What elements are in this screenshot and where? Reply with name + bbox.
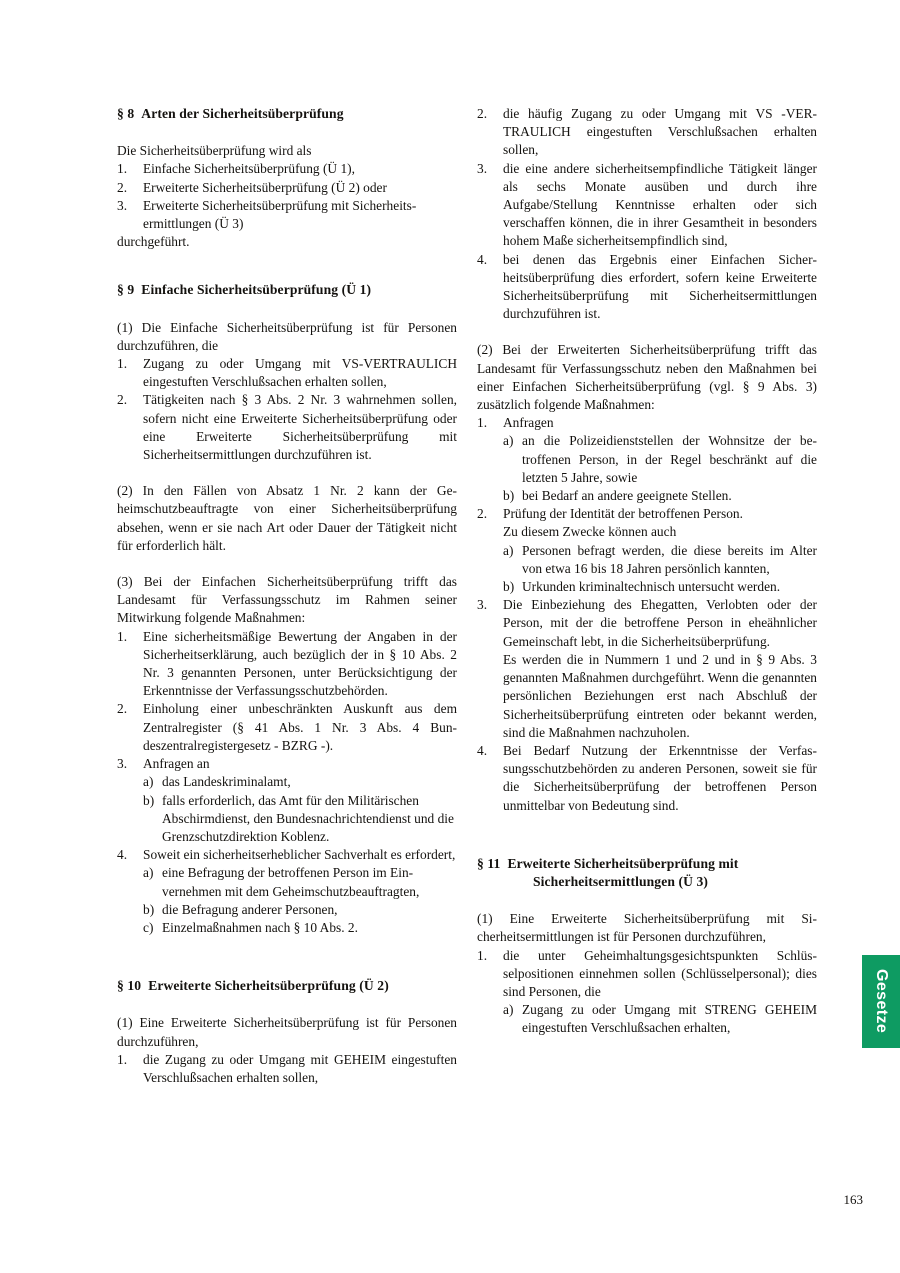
list-text: Erweiterte Sicherheitsüberprüfung mit Sicherheitsermittlungen (Ü 3) — [143, 197, 417, 232]
list-marker: 1. — [477, 947, 488, 963]
list-item — [477, 414, 817, 505]
list-text: die unter Geheimhaltungsgesichtspunkten Schlüsselpositionen einnehmen sollen (Schlüsselpersonal); dies sind Personen, die — [503, 947, 817, 999]
section-10-para-2-list — [477, 414, 817, 814]
list-marker: 3. — [477, 597, 488, 613]
sub-list-marker: a) — [143, 865, 154, 881]
section-heading-9 — [117, 281, 457, 299]
list-item — [117, 755, 457, 846]
list-item — [117, 197, 457, 233]
spacer — [117, 464, 457, 482]
sub-list-text: Personen befragt werden, die diese bereits im Alter von etwa 16 bis 18 Jahren persönlich kannten, — [522, 542, 817, 576]
section-11-para-1-lead: (1) Eine Erweiterte Sicherheitsüberprüfung mit Sicherheitsermittlungen ist für Personen durchzuführen, — [477, 911, 817, 945]
sub-list — [503, 542, 817, 597]
section-10-continued-list — [477, 105, 817, 323]
list-item — [117, 179, 457, 197]
list-marker: 3. — [477, 160, 488, 176]
sub-list-marker: b) — [503, 488, 515, 504]
list-text: Prüfung der Identität der betroffenen Person. — [503, 506, 743, 522]
sub-list-item — [143, 919, 457, 937]
list-text: Anfragen an — [143, 756, 210, 772]
section-title: Erweiterte Sicherheitsüberprüfung (Ü 2) — [148, 978, 389, 994]
list-marker: 2. — [117, 701, 128, 717]
section-8-closing: durchgeführt. — [117, 234, 190, 250]
sub-list-item — [503, 487, 817, 505]
sub-list-marker: a) — [503, 1002, 514, 1018]
list-text: Einholung einer unbeschränkten Auskunft aus dem Zentralregister (§ 41 Abs. 1 Nr. 3 Abs. 4 Bundeszentralregistergesetz - BZRG -). — [143, 701, 457, 753]
sub-list-item — [503, 1001, 817, 1037]
list-text: Zugang zu oder Umgang mit VS-VERTRAULICH eingestuften Verschlußsachen erhalten sollen, — [143, 356, 457, 390]
sub-list-item — [143, 864, 457, 900]
section-number: § 9 — [117, 282, 135, 298]
spacer — [117, 995, 457, 1014]
spacer — [117, 123, 457, 142]
list-marker: 2. — [477, 506, 488, 522]
sub-list — [143, 864, 457, 937]
sub-list-item — [503, 542, 817, 578]
list-item — [117, 628, 457, 701]
list-marker: 2. — [117, 392, 128, 408]
section-number: § 11 — [477, 855, 501, 871]
list-text: Soweit ein sicherheitserheblicher Sachverhalt es erfordert, — [143, 847, 456, 863]
list-text: bei denen das Ergebnis einer Einfachen Sicherheitsüberprüfung dies erfordert, sofern keine Erweiterte Sicherheitsüberprüfung mit Sicherheitsermittlungen durchzuführen ist. — [503, 251, 817, 322]
list-item — [117, 391, 457, 464]
list-text: Tätigkeiten nach § 3 Abs. 2 Nr. 3 wahrnehmen sollen, sofern nicht eine Erweiterte Sicherheitsüberprüfung oder eine Erweiterte Sicherheitsüberprüfung mit Sicherheitsermittlungen durchzuführen ist. — [143, 392, 457, 463]
list-subtext: Zu diesem Zwecke können auch — [503, 524, 677, 540]
list-item — [117, 846, 457, 937]
list-item — [477, 596, 817, 742]
section-10-para-2-lead: (2) Bei der Erweiterten Sicherheitsüberprüfung trifft das Landesamt für Verfassungsschutz neben den Maßnahmen bei einer Einfachen Sicherheitsüberprüfung (vgl. § 9 Abs. 3) zusätzlich folgende Maßnahmen: — [477, 342, 817, 413]
sub-list — [503, 432, 817, 505]
list-text: Erweiterte Sicherheitsüberprüfung (Ü 2) oder — [143, 179, 387, 195]
sub-list-marker: b) — [143, 792, 155, 808]
list-item — [477, 160, 817, 251]
sub-list-marker: c) — [143, 919, 154, 935]
sub-list-text: das Landeskriminalamt, — [162, 774, 291, 790]
list-marker: 3. — [117, 756, 128, 772]
list-text: Bei Bedarf Nutzung der Erkenntnisse der Verfassungsschutzbehörden zu anderen Personen, soweit sie für die Sicherheitsüberprüfung der betroffenen Person unmittelbar von Bedeutung sind. — [503, 742, 817, 813]
list-marker: 1. — [117, 1051, 128, 1067]
sub-list-text: die Befragung anderer Personen, — [162, 901, 338, 917]
list-marker: 1. — [117, 161, 128, 177]
list-item — [117, 355, 457, 391]
section-title: Erweiterte Sicherheitsüberprüfung mit Sicherheitsermittlungen (Ü 3) — [507, 855, 739, 889]
sub-list-item — [503, 432, 817, 487]
right-column — [477, 105, 817, 1038]
sub-list — [143, 773, 457, 846]
list-marker: 2. — [477, 106, 488, 121]
sub-list-marker: a) — [503, 433, 514, 449]
thumb-index-tab-label: Gesetze — [873, 969, 890, 1034]
sub-list-text: Einzelmaßnahmen nach § 10 Abs. 2. — [162, 919, 358, 935]
thumb-index-tab[interactable] — [862, 955, 900, 1048]
spacer — [117, 300, 457, 319]
spacer — [117, 555, 457, 573]
list-marker: 3. — [117, 197, 128, 213]
sub-list-text: falls erforderlich, das Amt für den Militärischen Abschirmdienst, den Bundesnachrichtendienst und die Grenzschutzdirektion Koblenz. — [162, 792, 454, 844]
list-item — [477, 251, 817, 324]
sub-list-text: eine Befragung der betroffenen Person im Einvernehmen mit dem Geheimschutzbeauftragten, — [162, 865, 420, 899]
page-number: 163 — [843, 1192, 863, 1207]
section-9-para-2: (2) In den Fällen von Absatz 1 Nr. 2 kann der Geheimschutzbeauftragte von einer Sicherheitsüberprüfung absehen, wenn er sie nach Art oder Dauer der Tätigkeit nicht für erforderlich hält. — [117, 483, 457, 553]
sub-list-text: an die Polizeidienststellen der Wohnsitze der betroffenen Person, in der Regel beschränkt auf die letzten 5 Jahre, sowie — [522, 433, 817, 485]
list-marker: 1. — [117, 356, 128, 372]
section-8-lead: Die Sicherheitsüberprüfung wird als — [117, 143, 312, 159]
section-number: § 10 — [117, 978, 142, 994]
list-marker: 1. — [117, 628, 128, 644]
sub-list-text: Urkunden kriminaltechnisch untersucht werden. — [522, 579, 781, 595]
sub-list-item — [143, 792, 457, 847]
section-9-para-3-lead: (3) Bei der Einfachen Sicherheitsüberprüfung trifft das Landesamt für Verfassungsschutz im Rahmen seiner Mitwirkung folgende Maßnahmen: — [117, 574, 457, 626]
sub-list-marker: a) — [503, 542, 514, 558]
section-number: § 8 — [117, 106, 135, 121]
section-title: Arten der Sicherheitsüberprüfung — [141, 106, 344, 121]
section-11-para-1-list — [477, 947, 817, 1038]
spacer — [117, 937, 457, 977]
spacer — [477, 815, 817, 855]
sub-list — [503, 1001, 817, 1037]
section-8-list — [117, 160, 457, 233]
list-text: Einfache Sicherheitsüberprüfung (Ü 1), — [143, 161, 355, 177]
list-item — [477, 947, 817, 1038]
list-marker: 4. — [477, 251, 488, 267]
list-item — [117, 1051, 457, 1087]
list-item — [117, 160, 457, 178]
sub-list-marker: b) — [143, 901, 155, 917]
sub-list-text: bei Bedarf an andere geeignete Stellen. — [522, 488, 732, 504]
sub-list-text: Zugang zu oder Umgang mit STRENG GEHEIM eingestuften Verschlußsachen erhalten, — [522, 1002, 817, 1036]
list-marker: 4. — [117, 847, 128, 863]
list-item — [477, 105, 817, 160]
sub-list-marker: a) — [143, 774, 154, 790]
section-heading-11 — [477, 855, 817, 891]
list-text: die eine andere sicherheitsempfindliche Tätigkeit länger als sechs Monate ausüben und durch ihre Aufgabe/Stellung Kenntnisse erhalten oder sich verschaffen können, die in ihrer Gesamtheit in besonders hohem Maße sicherheitsempfindlich sind, — [503, 160, 817, 249]
spacer — [477, 891, 817, 910]
section-heading-8 — [117, 105, 457, 123]
list-text: Die Einbeziehung des Ehegatten, Verlobten oder der Person, mit der die betroffene Person in eheähnlicher Gemeinschaft lebt, in die Sicherheitsüberprüfung. — [503, 597, 817, 649]
sub-list-marker: b) — [503, 579, 515, 595]
list-text: die häufig Zugang zu oder Umgang mit VS -VERTRAULICH eingestuften Verschlußsachen erhalten sollen, — [503, 106, 817, 158]
sub-list-item — [503, 578, 817, 596]
section-10-para-1-lead: (1) Eine Erweiterte Sicherheitsüberprüfung ist für Personen durchzuführen, — [117, 1015, 457, 1049]
sub-list-item — [143, 901, 457, 919]
list-text: die Zugang zu oder Umgang mit GEHEIM eingestuften Verschlußsachen erhalten sollen, — [143, 1051, 457, 1085]
section-9-para-1-lead: (1) Die Einfache Sicherheitsüberprüfung ist für Personen durchzuführen, die — [117, 319, 457, 353]
sub-list-item — [143, 773, 457, 791]
list-marker: 2. — [117, 179, 128, 195]
section-9-para-1-list — [117, 355, 457, 464]
list-text: Anfragen — [503, 415, 554, 431]
list-subtext: Es werden die in Nummern 1 und 2 und in § 9 Abs. 3 genannten Maßnahmen durchgeführt. Wenn die genannten persönlichen Beziehungen erst nach Abschluß der Sicherheitsüberprüfung eintreten oder bekannt werden, sind die Maßnahmen nachzuholen. — [503, 651, 817, 740]
section-9-para-3-list — [117, 628, 457, 937]
spacer — [477, 323, 817, 341]
list-text: Eine sicherheitsmäßige Bewertung der Angaben in der Sicherheitserklärung, auch bezüglich der in § 10 Abs. 2 Nr. 3 genannten Personen, unter Berücksichtigung der Erkenntnisse der Verfassungsschutzbehörden. — [143, 628, 457, 699]
list-item — [477, 742, 817, 815]
section-10-para-1-list — [117, 1051, 457, 1087]
list-item — [117, 700, 457, 755]
spacer — [117, 251, 457, 281]
section-title: Einfache Sicherheitsüberprüfung (Ü 1) — [141, 282, 372, 298]
list-marker: 1. — [477, 415, 488, 431]
section-heading-10 — [117, 977, 457, 995]
list-marker: 4. — [477, 742, 488, 758]
left-column — [117, 105, 457, 1087]
list-item — [477, 505, 817, 596]
